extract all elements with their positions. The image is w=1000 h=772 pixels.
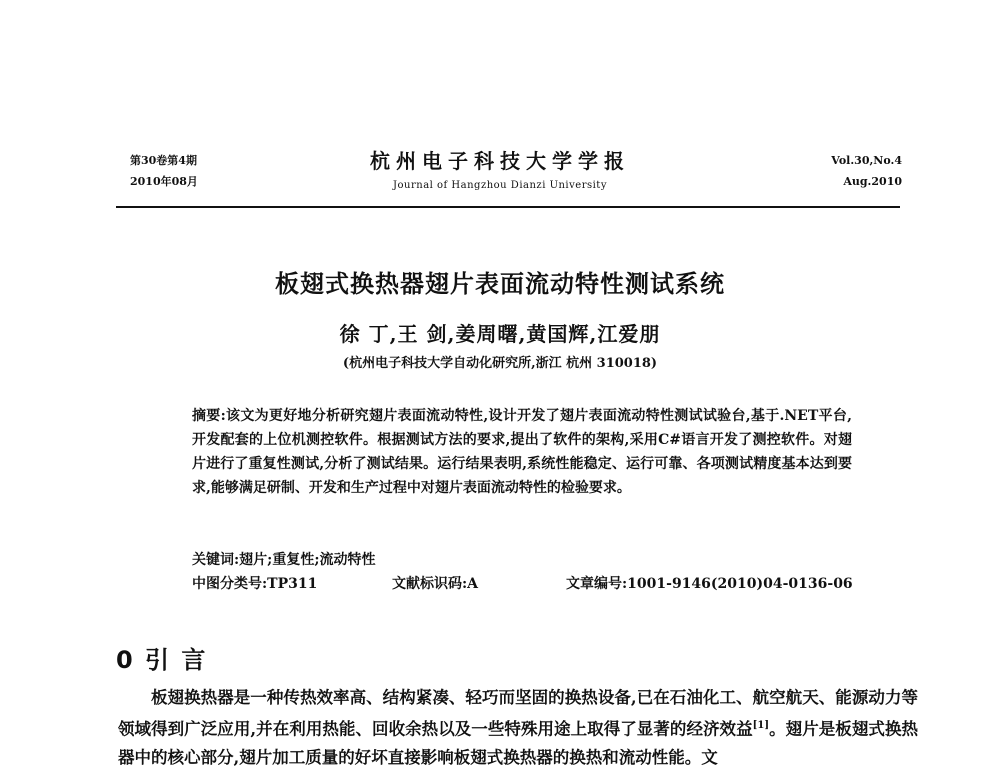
section-heading: 0 引 言 [116,646,208,674]
citation-ref[interactable]: [1] [752,720,770,731]
body-text [118,684,918,772]
abstract-label: 摘要: [192,408,226,424]
abstract [192,404,852,500]
authors: 徐 丁,王 剑,姜周曙,黄国辉,江爱朋 [339,322,661,346]
article-number: 文章编号:1001-9146(2010)04-0136-06 [566,576,853,592]
para-text-2: 。翅片是板翅式换热器中的核心部分,翅片加工质量的好坏直接影响板翅式换热器的换热和流动性能。文 [118,719,918,767]
header-right [831,150,902,192]
doc-code: 文献标识码:A [392,576,479,592]
affiliation: (杭州电子科技大学自动化研究所,浙江 杭州 310018) [342,356,658,371]
journal-title-cn: 杭州电子科技大学学报 [370,149,630,173]
abstract-text: 该文为更好地分析研究翅片表面流动特性,设计开发了翅片表面流动特性测试试验台,基于.NET平台,开发配套的上位机测控软件。根据测试方法的要求,提出了软件的架构,采用C#语言开发了测控软件。对翅片进行了重复性测试,分析了测试结果。运行结果表明,系统性能稳定、运行可靠、各项测试精度基本达到要求,能够满足研制、开发和生产过程中对翅片表面流动特性的检验要求。 [192,408,852,496]
keywords: 关键词:翅片;重复性;流动特性 [192,552,376,568]
journal-title-en: Journal of Hangzhou Dianzi University [393,180,607,191]
header-rule [116,206,900,208]
date-en: Aug.2010 [843,175,902,188]
para-text-1: 板翅换热器是一种传热效率高、结构紧凑、轻巧而坚固的换热设备,已在石油化工、航空航天、能源动力等领域得到广泛应用,并在利用热能、回收余热以及一些特殊用途上取得了显著的经济效益 [118,688,918,739]
intro-paragraph [118,684,918,772]
class-number: 中图分类号:TP311 [192,576,318,592]
article-title: 板翅式换热器翅片表面流动特性测试系统 [275,269,725,298]
classification-line [192,573,852,597]
volume-issue-cn: 第30卷第4期 [130,154,197,167]
volume-issue-en: Vol.30,No.4 [831,154,902,167]
date-cn: 2010年08月 [130,175,198,188]
